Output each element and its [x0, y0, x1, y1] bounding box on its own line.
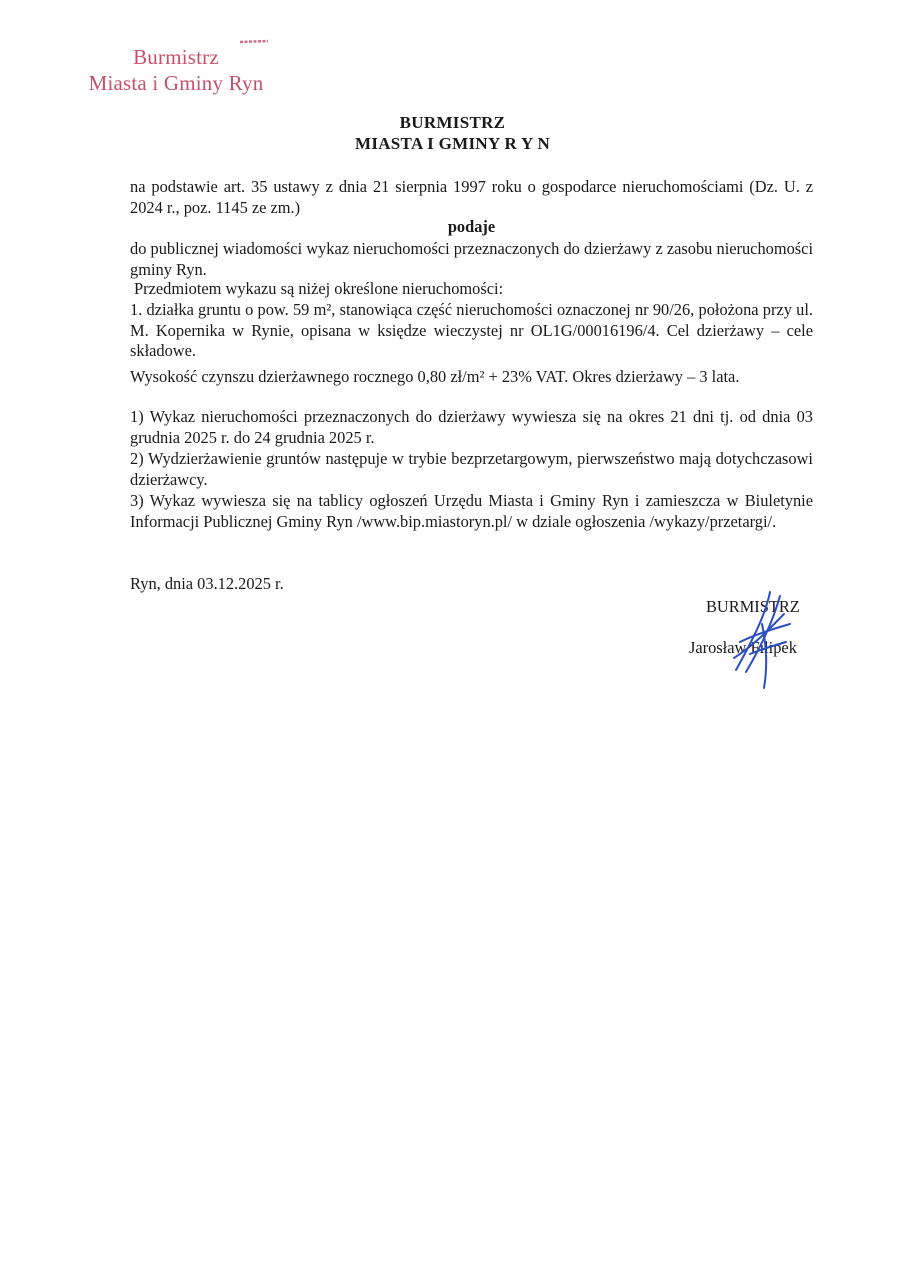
office-stamp [76, 44, 276, 96]
stamp-ink-mark [238, 38, 272, 46]
signatory-name: Jarosław Filipek [689, 638, 797, 657]
podaje-heading: podaje [447, 217, 496, 236]
handwritten-signature [726, 584, 796, 694]
note-2: 2) Wydzierżawienie gruntów następuje w trybie bezprzetargowym, pierwszeństwo mają dotychczasowi dzierżawcy. [130, 449, 813, 489]
stamp-line-2: Miasta i Gminy Ryn [88, 71, 264, 95]
publicity-paragraph: do publicznej wiadomości wykaz nieruchomości przeznaczonych do dzierżawy z zasobu nieruchomości gminy Ryn. [130, 239, 813, 279]
note-3: 3) Wykaz wywiesza się na tablicy ogłoszeń Urzędu Miasta i Gminy Ryn i zamieszcza w Biuletynie Informacji Publicznej Gminy Ryn /www.bip.miastoryn.pl/ w dziale ogłoszenia /wykazy/przetargi/. [130, 491, 813, 531]
header-title-line-2: MIASTA I GMINY R Y N [354, 134, 551, 153]
property-item-1: 1. działka gruntu o pow. 59 m², stanowiąca część nieruchomości oznaczonej nr 90/26, położona przy ul. M. Kopernika w Rynie, opisana w księdze wieczystej nr OL1G/00016196/4. Cel dzierżawy – cele składowe. [130, 300, 813, 361]
legal-basis-paragraph: na podstawie art. 35 ustawy z dnia 21 sierpnia 1997 roku o gospodarce nieruchomościami (Dz. U. z 2024 r., poz. 1145 ze zm.) [130, 177, 813, 217]
stamp-line-1: Burmistrz [133, 45, 219, 69]
place-and-date: Ryn, dnia 03.12.2025 r. [130, 574, 284, 593]
note-1: 1) Wykaz nieruchomości przeznaczonych do dzierżawy wywiesza się na okres 21 dni tj. od dnia 03 grudnia 2025 r. do 24 grudnia 2025 r. [130, 407, 813, 447]
header-title-line-1: BURMISTRZ [399, 113, 506, 132]
signatory-title: BURMISTRZ [706, 597, 800, 616]
subject-line: Przedmiotem wykazu są niżej określone nieruchomości: [134, 279, 504, 298]
rent-paragraph: Wysokość czynszu dzierżawnego rocznego 0,80 zł/m² + 23% VAT. Okres dzierżawy – 3 lata. [130, 367, 740, 386]
